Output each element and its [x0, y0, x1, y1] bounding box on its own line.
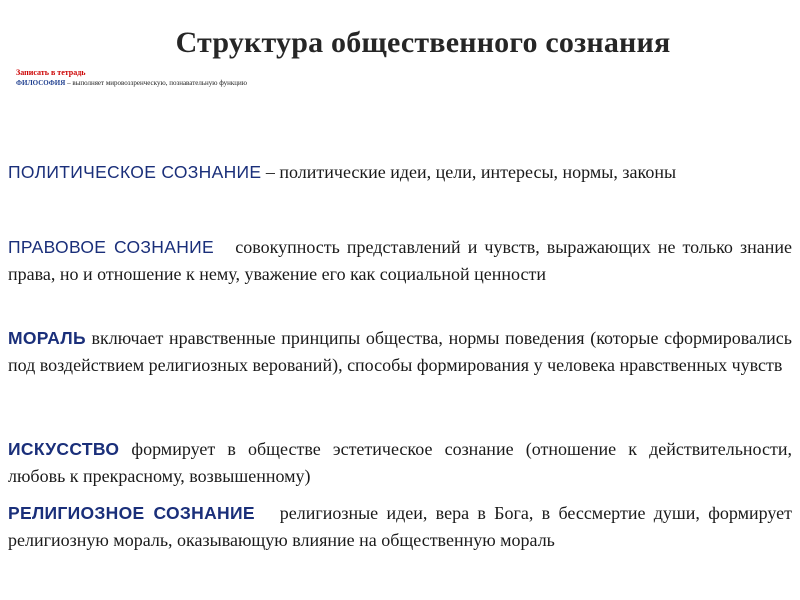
text-art: формирует в обществе эстетическое сознание (отношение к действительности, любовь к прекрасному, возвышенному)	[8, 439, 792, 486]
text-legal: совокупность представлений и чувств, выражающих не только знание права, но и отношение к нему, уважение его как социальной ценности	[8, 237, 797, 284]
paragraph-legal	[8, 234, 797, 288]
note-philosophy	[16, 79, 247, 87]
text-political: – политические идеи, цели, интересы, нормы, законы	[261, 162, 677, 182]
paragraph-political	[8, 159, 792, 186]
term-legal: ПРАВОВОЕ СОЗНАНИЕ	[8, 237, 214, 257]
paragraph-art	[8, 436, 792, 490]
term-political: ПОЛИТИЧЕСКОЕ СОЗНАНИЕ	[8, 162, 262, 182]
note-philosophy-text: – выполняет мировоззренческую, познавательную функцию	[65, 79, 248, 87]
slide-title: Структура общественного сознания	[175, 26, 671, 59]
term-religious: РЕЛИГИОЗНОЕ СОЗНАНИЕ	[8, 503, 255, 523]
paragraph-religious	[8, 500, 797, 554]
term-art: ИСКУССТВО	[8, 439, 120, 459]
note-instruction: Записать в тетрадь	[16, 68, 86, 77]
note-philosophy-term: ФИЛОСОФИЯ	[16, 79, 66, 87]
text-religious: религиозные идеи, вера в Бога, в бессмертие души, формирует религиозную мораль, оказывающую влияние на общественную мораль	[8, 503, 797, 550]
paragraph-morality	[8, 325, 792, 379]
term-morality: МОРАЛЬ	[8, 328, 86, 348]
text-morality: включает нравственные принципы общества, нормы поведения (которые сформировались под воздействием религиозных верований), способы формирования у человека нравственных чувств	[8, 328, 792, 375]
